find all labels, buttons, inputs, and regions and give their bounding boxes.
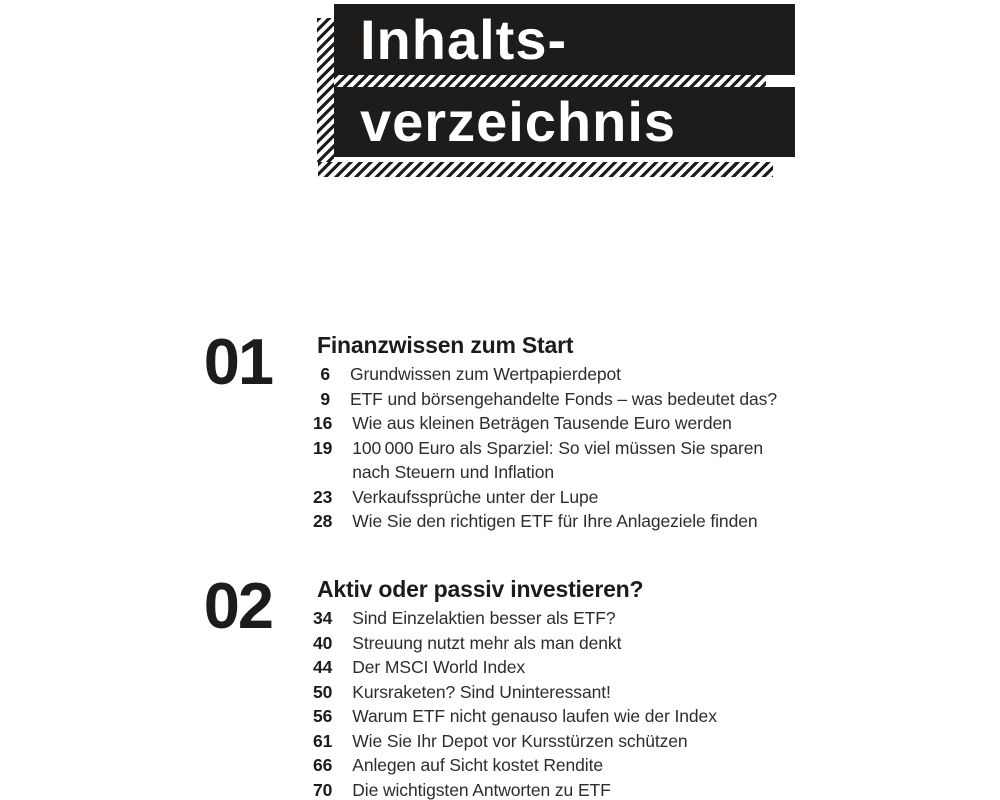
toc-item-list: [313, 606, 837, 800]
item-page-number: 44: [313, 657, 333, 677]
toc-item: [313, 387, 837, 412]
item-title: Wie Sie Ihr Depot vor Kursstürzen schützen: [352, 730, 688, 751]
item-title: ETF und börsengehandelte Fonds – was bedeutet das?: [350, 388, 777, 409]
item-page-number: 50: [313, 681, 333, 702]
toc-item: [313, 631, 837, 656]
item-page-number: 28: [313, 511, 333, 531]
section-number: 02: [203, 569, 272, 642]
item-title: Wie aus kleinen Beträgen Tausende Euro werden: [352, 413, 732, 433]
item-page-number: 70: [313, 779, 333, 800]
item-title: 100 000 Euro als Sparziel: So viel müssen Sie sparen nach Steuern und Inflation: [352, 437, 764, 482]
item-title: Die wichtigsten Antworten zu ETF: [352, 779, 611, 800]
toc-item: [313, 362, 837, 387]
item-page-number: 23: [313, 486, 333, 507]
toc-item: [313, 485, 837, 510]
title-bar-line2: [334, 87, 795, 157]
item-page-number: 66: [313, 755, 333, 775]
toc-item: [313, 680, 837, 705]
item-title: Kursraketen? Sind Uninteressant!: [352, 681, 611, 702]
item-page-number: 40: [313, 632, 333, 653]
item-title: Sind Einzelaktien besser als ETF?: [352, 608, 616, 628]
section-body: [313, 332, 837, 534]
section-title: Aktiv oder passiv investieren?: [317, 576, 644, 602]
hatch-stripe-middle: [334, 75, 766, 87]
toc-item: [313, 606, 837, 631]
item-title: Verkaufssprüche unter der Lupe: [352, 486, 599, 507]
item-page-number: 34: [313, 608, 333, 628]
title-bar-line1: [334, 4, 795, 75]
toc-item: [313, 753, 837, 778]
item-title: Grundwissen zum Wertpapierdepot: [350, 364, 621, 384]
item-title: Streuung nutzt mehr als man denkt: [352, 632, 622, 653]
item-title: Warum ETF nicht genauso laufen wie der Index: [352, 706, 717, 726]
toc-item: [313, 778, 837, 800]
hatch-stripe-left: [317, 18, 334, 162]
toc-item: [313, 509, 837, 534]
section-number: 01: [203, 325, 272, 398]
item-title: Wie Sie den richtigen ETF für Ihre Anlageziele finden: [352, 511, 758, 531]
toc-item: [313, 729, 837, 754]
page-title-line1: Inhalts-: [360, 7, 568, 71]
page-title-line2: verzeichnis: [360, 90, 677, 153]
toc-item-list: [313, 362, 837, 534]
item-title: Der MSCI World Index: [352, 657, 525, 677]
item-page-number: 16: [313, 413, 333, 433]
toc-item: [313, 655, 837, 680]
item-title: Anlegen auf Sicht kostet Rendite: [352, 755, 603, 775]
toc-item: [313, 411, 837, 436]
section-title: Finanzwissen zum Start: [317, 332, 574, 358]
item-page-number: 6: [320, 364, 330, 384]
item-page-number: 19: [313, 437, 333, 458]
toc-item: [313, 704, 837, 729]
item-page-number: 9: [320, 388, 330, 409]
hatch-stripe-bottom: [318, 162, 773, 177]
item-page-number: 61: [313, 730, 333, 751]
item-page-number: 56: [313, 706, 333, 726]
toc-item: [313, 436, 837, 485]
section-body: [313, 576, 837, 800]
